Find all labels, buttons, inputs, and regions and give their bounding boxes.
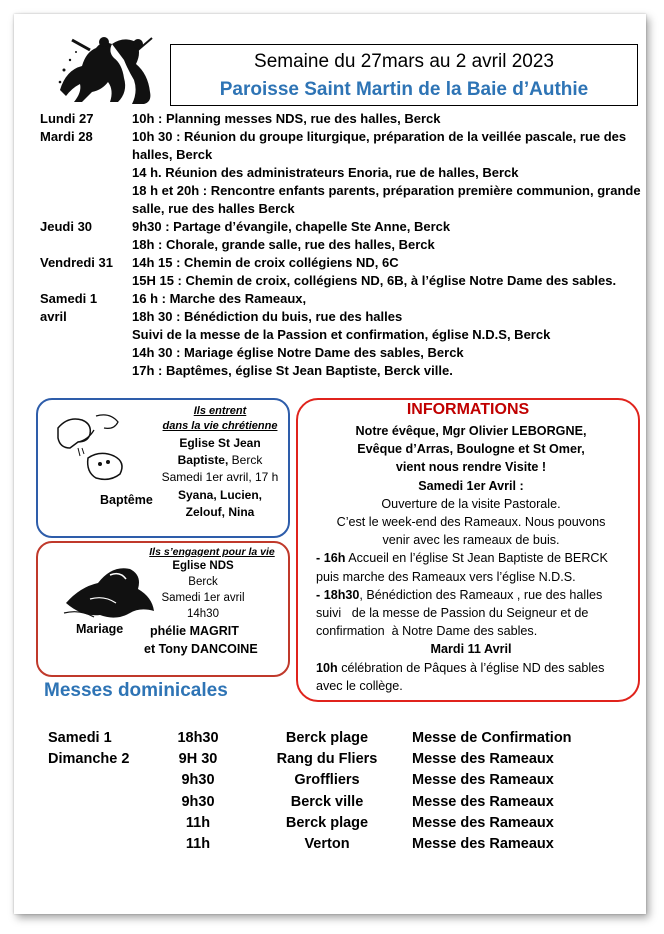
baptism-town: Berck — [231, 453, 263, 467]
info-item — [316, 586, 626, 604]
info-line: vient nous rendre Visite ! — [395, 460, 547, 475]
info-line: puis marche des Rameaux vers l’église N.D.S. — [316, 569, 576, 584]
event: 18h : Chorale, grande salle, rue des halles, Berck — [132, 237, 435, 252]
schedule-day — [40, 254, 650, 290]
baptism-panel — [36, 398, 290, 538]
mass-time: 9H 30 — [178, 751, 218, 768]
info-line: avec le collège. — [316, 678, 403, 693]
mass-desc: Messe de Confirmation — [412, 730, 572, 746]
info-time: - 16h — [316, 551, 346, 566]
event: 14h 15 : Chemin de croix collégiens ND, 6C — [132, 255, 399, 270]
mass-place: Berck plage — [285, 814, 369, 831]
table-row — [48, 834, 608, 855]
information-title: INFORMATIONS — [406, 401, 530, 418]
baptism-church: Eglise St Jean — [179, 436, 261, 450]
event: 17h : Baptêmes, église St Jean Baptiste, Berck ville. — [132, 363, 453, 378]
baptism-date: Samedi 1er avril, 17 h — [161, 470, 279, 484]
mass-place: Berck plage — [285, 730, 369, 746]
info-line: suivi de la messe de Passion du Seigneur et de — [316, 606, 589, 621]
wedding-name-2: et Tony DANCOINE — [144, 642, 258, 656]
info-time: - 18h30 — [316, 587, 360, 602]
info-item — [316, 659, 626, 677]
schedule-day — [40, 110, 650, 128]
title-box — [170, 44, 638, 106]
wedding-label: Mariage — [76, 622, 124, 636]
event: 10h 30 : Réunion du groupe liturgique, préparation de la veillée pascale, rue des halles, Berck — [132, 129, 627, 162]
parish-title: Paroisse Saint Martin de la Baie d’Authie — [219, 79, 589, 100]
table-row — [48, 749, 608, 770]
mass-desc: Messe des Rameaux — [412, 835, 554, 852]
event: 16 h : Marche des Rameaux, — [132, 291, 307, 306]
mass-place: Groffliers — [294, 772, 360, 789]
wedding-panel — [36, 541, 290, 677]
event: 9h30 : Partage d’évangile, chapelle Ste Anne, Berck — [132, 219, 451, 234]
mass-place: Verton — [304, 835, 350, 852]
information-panel — [296, 398, 640, 702]
wedding-time: 14h30 — [187, 608, 219, 620]
info-line: Ouverture de la visite Pastorale. — [381, 496, 561, 511]
event: 10h : Planning messes NDS, rue des halles, Berck — [132, 111, 441, 126]
event: 14h 30 : Mariage église Notre Dame des sables, Berck — [132, 345, 464, 360]
schedule-day — [40, 290, 650, 380]
mass-time: 9h30 — [181, 772, 215, 789]
table-row — [48, 770, 608, 791]
baptism-heading-2: dans la vie chrétienne — [162, 420, 278, 432]
messes-title: Messes dominicales — [44, 680, 228, 701]
baptism-names-1: Syana, Lucien, — [177, 488, 263, 502]
saint-martin-logo-icon — [52, 30, 160, 108]
day-label: Mardi 28 — [40, 129, 93, 144]
wedding-town: Berck — [188, 576, 218, 588]
info-item — [316, 549, 626, 567]
event: 14 h. Réunion des administrateurs Enoria, rue de halles, Berck — [132, 165, 519, 180]
baptism-heading-1: Ils entrent — [193, 405, 247, 417]
info-date: Mardi 11 Avril — [430, 642, 512, 657]
info-line: C’est le week-end des Rameaux. Nous pouvons — [336, 515, 606, 530]
info-text: Accueil en l’église St Jean Baptiste de BERCK — [345, 551, 608, 566]
event: 18 h et 20h : Rencontre enfants parents, préparation première communion, grande salle, rue des halles Berck — [132, 183, 641, 216]
mass-place: Berck ville — [290, 793, 364, 810]
information-body — [316, 422, 626, 695]
day-label: Lundi 27 — [40, 111, 94, 126]
event: Suivi de la messe de la Passion et confirmation, église N.D.S, Berck — [132, 327, 551, 342]
week-title: Semaine du 27mars au 2 avril 2023 — [254, 51, 554, 72]
messes-table — [48, 728, 608, 855]
info-text: , Bénédiction des Rameaux , rue des halles — [359, 587, 603, 602]
mass-time: 11h — [185, 835, 211, 852]
info-date: Samedi 1er Avril : — [418, 478, 524, 493]
info-line: venir avec les rameaux de buis. — [382, 533, 560, 548]
wedding-heading: Ils s’engagent pour la vie — [149, 546, 275, 558]
day-label: Samedi 1 avril — [40, 291, 98, 324]
baptism-label: Baptême — [100, 493, 153, 507]
info-text: célébration de Pâques à l’église ND des sables — [337, 660, 605, 675]
mass-day: Dimanche 2 — [48, 751, 130, 768]
baptism-church-line2 — [150, 452, 290, 469]
wedding-date: Samedi 1er avril — [161, 592, 245, 604]
baptism-church-2: Baptiste, — [177, 453, 229, 467]
mass-day: Samedi 1 — [48, 730, 112, 746]
wedding-church: Eglise NDS — [172, 560, 234, 572]
day-label: Vendredi 31 — [40, 255, 113, 270]
mass-desc: Messe des Rameaux — [412, 814, 554, 831]
mass-desc: Messe des Rameaux — [412, 772, 554, 789]
table-row — [48, 813, 608, 834]
weekly-schedule — [40, 110, 650, 380]
info-line: Notre évêque, Mgr Olivier LEBORGNE, — [355, 424, 587, 438]
schedule-day — [40, 218, 650, 254]
baptism-icon — [48, 408, 138, 488]
table-row — [48, 728, 608, 749]
mass-time: 18h30 — [177, 730, 219, 746]
info-line: Evêque d’Arras, Boulogne et St Omer, — [357, 442, 585, 457]
info-line: confirmation à Notre Dame des sables. — [316, 624, 538, 639]
table-row — [48, 792, 608, 813]
info-time: 10h — [316, 660, 338, 675]
wedding-name-1: phélie MAGRIT — [150, 624, 239, 638]
mass-time: 9h30 — [181, 793, 215, 810]
mass-desc: Messe des Rameaux — [412, 793, 554, 810]
mass-place: Rang du Fliers — [276, 751, 378, 768]
schedule-day — [40, 128, 650, 218]
day-label: Jeudi 30 — [40, 219, 93, 234]
event: 15H 15 : Chemin de croix, collégiens ND, 6B, à l’église Notre Dame des sables. — [132, 273, 617, 288]
mass-desc: Messe des Rameaux — [412, 751, 554, 768]
baptism-names-2: Zelouf, Nina — [185, 505, 255, 519]
mass-time: 11h — [185, 814, 211, 831]
event: 18h 30 : Bénédiction du buis, rue des halles — [132, 309, 403, 324]
